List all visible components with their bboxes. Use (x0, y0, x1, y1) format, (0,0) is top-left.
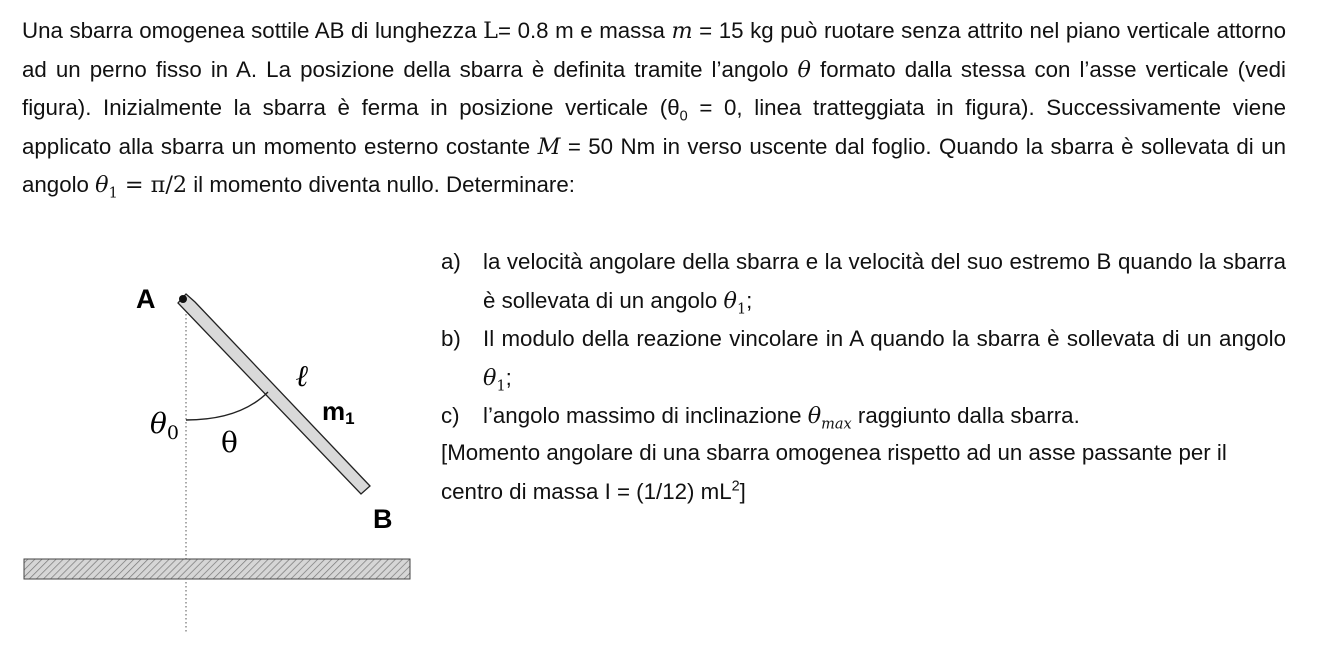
question-label: c) (441, 403, 460, 429)
symbol-M: M (537, 133, 561, 160)
question-label: b) (441, 326, 461, 352)
question-a-end: ; (746, 287, 753, 313)
label-theta: θ (221, 426, 238, 459)
rod-figure (0, 240, 430, 640)
hint-note (441, 434, 1286, 511)
theta0-subscript: 0 (679, 108, 688, 125)
question-b-end: ; (505, 364, 512, 390)
angle-arc (186, 392, 268, 420)
problem-text-7: il momento diventa nullo. Determinare: (187, 172, 575, 198)
rod (178, 294, 370, 494)
hint-end: ] (739, 478, 746, 504)
question-c-end: raggiunto dalla sbarra. (851, 403, 1080, 429)
question-text (483, 320, 1286, 397)
symbol-theta1: θ (723, 287, 737, 314)
problem-text-6: = 50 Nm in verso uscente dal foglio. Quando la sbarra è sollevata di un angolo (22, 133, 1286, 198)
question-a-text: la velocità angolare della sbarra e la velocità del suo estremo B quando la sbarra è sollevata di un angolo (483, 249, 1286, 313)
hint-text: [Momento angolare di una sbarra omogenea rispetto ad un asse passante per il centro di massa I = (1/12) mL (441, 440, 1227, 504)
symbol-m: m (671, 18, 693, 44)
theta1-value: = π/2 (117, 172, 188, 199)
theta1-subscript: 1 (108, 185, 118, 202)
problem-text-2: = 0.8 m e massa (497, 18, 672, 43)
question-b (441, 320, 1286, 397)
symbol-theta-max: θ (807, 403, 822, 430)
question-label: a) (441, 249, 461, 274)
symbol-theta: θ (797, 56, 811, 83)
question-c (441, 397, 1286, 436)
subscript: 1 (496, 378, 506, 395)
label-length: ℓ (296, 359, 309, 394)
question-list (441, 243, 1286, 436)
question-c-text: l’angolo massimo di inclinazione (483, 403, 808, 429)
label-theta0: $\theta_0$ (150, 407, 179, 444)
problem-text-3: = 15 kg può ruotare senza attrito nel piano verticale attorno ad un perno fisso in A. La posizione della sbarra è definita tramite l’angolo (22, 18, 1286, 82)
subscript-max: max (821, 416, 852, 433)
question-text (483, 397, 1286, 436)
problem-text-1: Una sbarra omogenea sottile AB di lunghezza (22, 18, 484, 43)
problem-statement (22, 12, 1286, 205)
question-a (441, 243, 1286, 320)
ground (24, 559, 410, 579)
label-A: A (136, 284, 156, 314)
symbol-theta1: θ (95, 172, 109, 199)
label-mass: m1 (322, 396, 355, 428)
pivot-point (179, 295, 187, 303)
symbol-theta1: θ (483, 364, 497, 391)
hint-superscript: 2 (731, 478, 740, 495)
question-b-text: Il modulo della reazione vincolare in A quando la sbarra è sollevata di un angolo (483, 326, 1286, 352)
label-B: B (373, 504, 393, 534)
subscript: 1 (736, 301, 747, 318)
problem-text-5: = 0, linea tratteggiata in figura). Successivamente viene applicato alla sbarra un momento esterno costante (22, 95, 1286, 159)
question-text (483, 243, 1286, 320)
problem-text-4: formato dalla stessa con l’asse verticale (vedi figura). Inizialmente la sbarra è ferma in posizione verticale (θ (22, 56, 1287, 121)
symbol-L: L (483, 18, 498, 44)
